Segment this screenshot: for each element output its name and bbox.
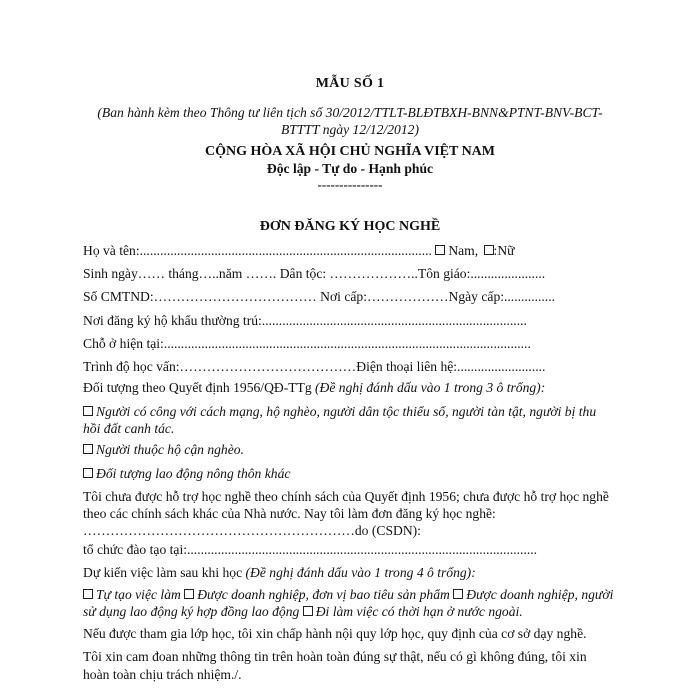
- declaration-statement: [83, 648, 587, 684]
- current-address-field: Chỗ ở hiện tại:............................................................................................................: [83, 336, 531, 351]
- target-option-2-checkbox: [83, 444, 93, 454]
- employment-plan-hint: (Đề nghị đánh dấu vào 1 trong 4 ô trống):: [245, 565, 476, 580]
- training-organization-field: tổ chức đào tạo tại:.......................................................................................................: [83, 542, 538, 557]
- target-option-3-checkbox: [83, 468, 93, 478]
- target-option-3: [83, 466, 290, 482]
- employment-plan-text: Dự kiến việc làm sau khi học: [83, 565, 246, 580]
- support-statement-line3: ……………………………………………………do (CSDN):: [83, 523, 421, 538]
- target-group-hint: (Đề nghị đánh dấu vào 1 trong 3 ô trống):: [315, 380, 546, 395]
- permanent-residence-field: Nơi đăng ký hộ khẩu thường trú:..............................................................................: [83, 313, 527, 328]
- product-buyer-checkbox: [184, 589, 194, 599]
- male-label: Nam,: [448, 243, 479, 258]
- work-abroad-checkbox: [303, 606, 313, 616]
- education-phone-field: Trình độ học vấn:…………………………………Điện thoại liên hệ:..........................: [83, 359, 546, 374]
- nation-name: CỘNG HÒA XÃ HỘI CHỦ NGHĨA VIỆT NAM: [204, 144, 495, 159]
- work-abroad-label: Đi làm việc có thời hạn ở nước ngoài.: [315, 604, 523, 619]
- name-field: Họ và tên:......................................................................................: [83, 243, 432, 258]
- employment-plan-label: [83, 565, 476, 581]
- self-employment-checkbox: [83, 589, 93, 599]
- employer-contract-label-cont: sử dụng lao động ký hợp đồng lao động: [83, 604, 303, 619]
- birth-ethnicity-religion-field: Sinh ngày…… tháng…..năm ……. Dân tộc: ………………..Tôn giáo:......................: [83, 266, 546, 281]
- header-divider: ---------------: [317, 177, 383, 192]
- id-card-field: Số CMTND:……………………………… Nơi cấp:………………Ngày cấp:...............: [83, 289, 555, 304]
- name-field-line: [83, 243, 515, 259]
- form-number: MẪU SỐ 1: [315, 76, 385, 91]
- employer-contract-checkbox: [453, 589, 463, 599]
- target-option-1: [83, 404, 596, 437]
- target-option-1-line2: hồi đất canh tác.: [83, 421, 175, 436]
- product-buyer-label: Được doanh nghiệp, đơn vị bao tiêu sản phẩm: [197, 587, 454, 602]
- employment-options: [83, 586, 613, 620]
- form-title: ĐƠN ĐĂNG KÝ HỌC NGHỀ: [259, 219, 441, 234]
- target-group-text: Đối tượng theo Quyết định 1956/QĐ-TTg: [83, 380, 316, 395]
- target-group-label: [83, 380, 545, 396]
- female-checkbox: [484, 245, 494, 255]
- declaration-line2: hoàn toàn chịu trách nhiệm./.: [83, 667, 242, 682]
- target-option-2-label: Người thuộc hộ cận nghèo.: [96, 442, 244, 457]
- target-option-1-line1: Người có công với cách mạng, hộ nghèo, người dân tộc thiểu số, người tàn tật, người bị thu: [96, 404, 597, 419]
- declaration-line1: Tôi xin cam đoan những thông tin trên hoàn toàn đúng sự thật, nếu có gì không đúng, tôi xin: [83, 649, 587, 664]
- support-statement-line2: theo các chính sách khác của Nhà nước. Nay tôi làm đơn đăng ký học nghề:: [83, 506, 496, 521]
- target-option-3-label: Đối tượng lao động nông thôn khác: [96, 466, 291, 481]
- commitment-statement: Nếu được tham gia lớp học, tôi xin chấp hành nội quy lớp học, quy định của cơ sở dạy nghề.: [83, 626, 587, 641]
- target-option-2: [83, 442, 244, 458]
- female-label: :Nữ: [493, 243, 515, 258]
- support-statement: [83, 488, 609, 539]
- male-checkbox: [435, 245, 445, 255]
- national-motto: Độc lập - Tự do - Hạnh phúc: [266, 161, 434, 176]
- target-option-1-checkbox: [83, 406, 93, 416]
- issuing-circular-line2: BTTTT ngày 12/12/2012): [281, 122, 419, 137]
- support-statement-line1: Tôi chưa được hỗ trợ học nghề theo chính sách của Quyết định 1956; chưa được hỗ trợ học nghề: [83, 489, 609, 504]
- self-employment-label: Tự tạo việc làm: [96, 587, 185, 602]
- employer-contract-label: Được doanh nghiệp, người: [466, 587, 614, 602]
- issuing-circular: [0, 104, 700, 138]
- issuing-circular-line1: (Ban hành kèm theo Thông tư liên tịch số 30/2012/TTLT-BLĐTBXH-BNN&PTNT-BNV-BCT-: [97, 105, 603, 120]
